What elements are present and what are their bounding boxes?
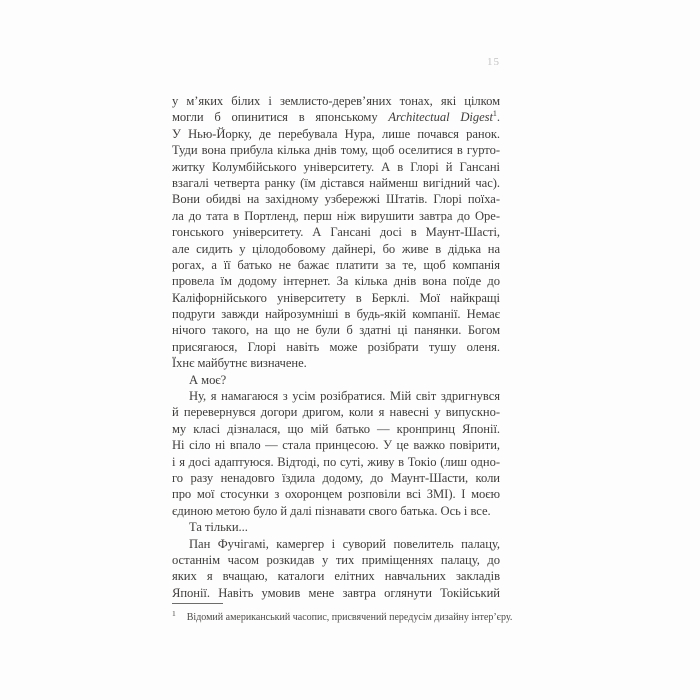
text-line: [172, 109, 500, 125]
text-line: яких я вчащаю, каталоги елітних навчальних закладів: [172, 569, 500, 584]
text-line: ла до тата в Портленд, перш ніж вирушити завтра до Оре-: [172, 208, 500, 223]
text-line: взагалі четверта ранку (їм дістався найменш вигідний час).: [172, 175, 500, 190]
footnote-reference: 1: [492, 109, 497, 119]
text-line: Вони обидві на західному узбережжі Штатів. Глорі поїха-: [172, 192, 500, 207]
text-line: го разу ненадовго їздила додому, до Маунт-Шасти, коли: [172, 470, 500, 485]
text-line: у м’яких білих і землисто-дерев’яних тонах, які цілком: [172, 94, 500, 108]
text-line: й перевернувся догори дригом, коли я навесні у випускно-: [172, 405, 500, 420]
text-line: присягаюся, Глорі навіть може розібрати тушу оленя.: [172, 339, 500, 354]
footnote: [172, 608, 513, 625]
text-line: останнім часом розкидав у тих приміщеннях палацу, до: [172, 552, 500, 567]
text-line: нічого такого, на що не були б здатні ці панянки. Богом: [172, 323, 500, 338]
footnote-text: Відомий американський часопис, присвячений передусім дизайну інтер’єру.: [186, 612, 513, 623]
text-line: А моє?: [189, 372, 227, 387]
text-line: Туди вона прибула кілька днів тому, щоб оселитися в гурто-: [172, 143, 500, 158]
text-segment: могли б опинитися в японському: [172, 110, 389, 125]
text-line: провела їм додому інтернет. За кілька днів вона поїде до: [172, 274, 500, 289]
text-line: єдиною метою було й далі пізнавати свого батька. Ось і все.: [172, 503, 491, 518]
text-line: Ні сіло ні впало — стала принцесою. У це важко повірити,: [172, 438, 500, 453]
footnote-marker: 1: [172, 608, 176, 618]
text-segment: .: [496, 110, 500, 125]
page-number: 15: [487, 56, 500, 68]
text-line: Каліфорнійського університету в Берклі. Мої найкращі: [172, 290, 500, 305]
text-line: про мої стосунки з охоронцем розповіли всі ЗМІ). І моєю: [172, 487, 500, 502]
text-line: му класі дізналася, що мій батько — кронпринц Японії.: [172, 421, 500, 436]
text-line: гонського університету. А Гансані досі в Маунт-Шасті,: [172, 225, 500, 240]
text-line: Японії. Навіть умовив мене завтра оглянути Токійський: [172, 585, 500, 600]
italic-title: Architectual Digest: [388, 110, 493, 125]
text-line: Пан Фучігамі, камергер і суворий повелитель палацу,: [189, 536, 500, 551]
text-line: подруги завжди найрозумніші в будь-якій компанії. Немає: [172, 307, 500, 322]
text-line: Та тільки...: [189, 520, 248, 535]
text-line: і я досі адаптуюся. Відтоді, по суті, живу в Токіо (лиш одно-: [172, 454, 500, 469]
footnote-divider: [172, 603, 223, 604]
text-line: Ну, я намагаюся з усім розібратися. Мій світ здригнувся: [189, 389, 500, 404]
text-line: житку Колумбійського університету. А в Глорі й Гансані: [172, 159, 500, 174]
text-line: але сидить у цілодобовому дайнері, бо живе в дідька на: [172, 241, 500, 256]
text-line: Їхнє майбутнє визначене.: [172, 356, 307, 371]
text-block: [172, 93, 500, 601]
text-line: У Нью-Йорку, де перебувала Нура, лише почався ранок.: [172, 126, 500, 141]
text-line: рогах, а її батько не бажає платити за те, щоб компанія: [172, 257, 500, 272]
